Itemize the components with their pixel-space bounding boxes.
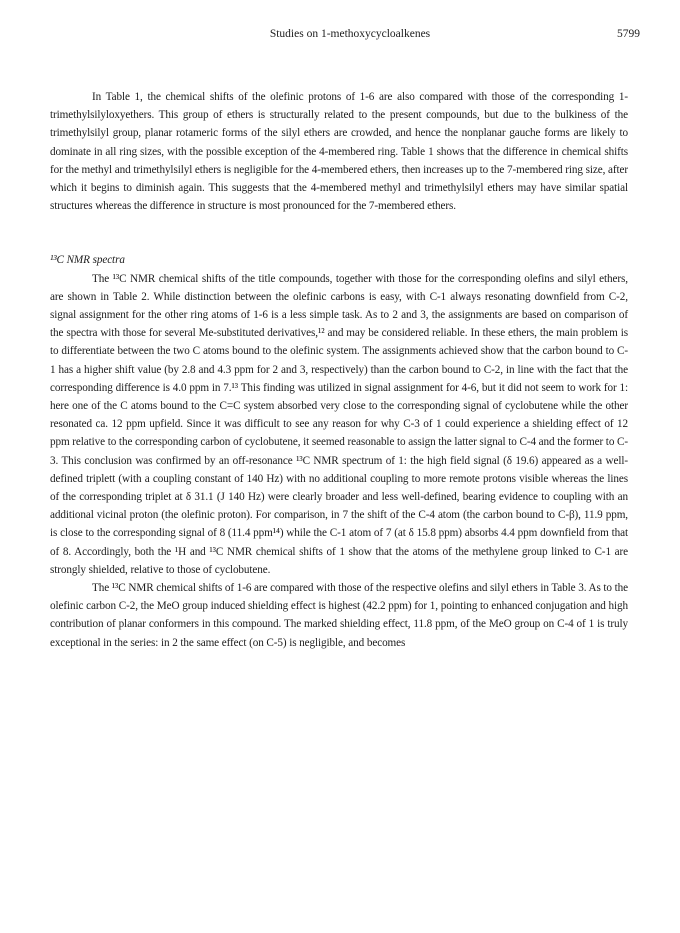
body-text <box>50 88 628 652</box>
section-spacer <box>50 215 628 251</box>
paragraph-13c-shifts: The ¹³C NMR chemical shifts of the title compounds, together with those for the corresponding olefins and silyl ethers, are shown in Table 2. While distinction between the olefinic carbons is easy, with C-1 always resonating downfield from C-2, signal assignment for the other ring atoms of 1-6 is a less simple task. As to 2 and 3, the assignments are based on comparison of the spectra with those for several Me-substituted derivatives,¹² and may be considered reliable. In these ethers, the main problem is to differentiate between the two C atoms bound to the olefinic system. The assignments achieved show that the carbon bound to C-1 has a higher shift value (by 2.8 and 4.3 ppm for 2 and 3, respectively) than the carbon bound to C-2, in line with the fact that the corresponding difference is 4.0 ppm in 7.¹³ This finding was utilized in signal assignment for 4-6, but it did not seem to work for 1: here one of the C atoms bound to the C=C system absorbed very close to the corresponding signal of cyclobutene while the other resonated ca. 12 ppm upfield. Since it was difficult to see any reason for why C-3 of 1 could experience a shielding effect of 12 ppm relative to the corresponding carbon of cyclobutene, it seemed reasonable to assign the latter signal to C-4 and the former to C-3. This conclusion was confirmed by an off-resonance ¹³C NMR spectrum of 1: the high field signal (δ 19.6) appeared as a well-defined triplett (with a coupling constant of 140 Hz) with no additional coupling to more remote protons visible whereas the lines of the corresponding triplet at δ 31.1 (J 140 Hz) were clearly broader and less well-defined, bearing evidence to coupling with an additional vicinal proton (the olefinic proton). For comparison, in 7 the shift of the C-4 atom (the carbon bound to C-β), 11.9 ppm, is close to the corresponding signal of 8 (11.4 ppm¹⁴) while the C-1 atom of 7 (at δ 15.8 ppm) absorbs 4.4 ppm downfield from that of 8. Accordingly, both the ¹H and ¹³C NMR chemical shifts of 1 show that the atoms of the methylene group linked to C-1 are strongly shielded, relative to those of cyclobutene. <box>50 272 628 576</box>
page-number: 5799 <box>617 28 640 40</box>
paragraph-olefinic-protons: In Table 1, the chemical shifts of the olefinic protons of 1-6 are also compared with those of the corresponding 1-trimethylsilyloxyethers. This group of ethers is structurally related to the present compounds, but due to the bulkiness of the trimethylsilyl group, planar rotameric forms of the silyl ethers are crowded, and hence the nonplanar gauche forms are likely to dominate in all ring sizes, with the possible exception of the 4-membered ring. Table 1 shows that the difference in chemical shifts for the methyl and trimethylsilyl ethers is negligible for the 4-membered ethers, then increases up to the 7-membered ring size, after which it begins to diminish again. This suggests that the 4-membered methyl and trimethylsilyl ethers may have similar spatial structures whereas the difference in structure is most pronounced for the 7-membered ethers. <box>50 91 628 213</box>
section-heading: ¹³C NMR spectra <box>50 254 125 267</box>
running-head <box>60 28 640 46</box>
running-title: Studies on 1-methoxycycloalkenes <box>269 28 431 40</box>
paragraph-meo-shielding: The ¹³C NMR chemical shifts of 1-6 are compared with those of the respective olefins and silyl ethers in Table 3. As to the olefinic carbon C-2, the MeO group induced shielding effect is highest (42.2 ppm) for 1, pointing to enhanced conjugation and high contribution of planar conformers in this compound. The marked shielding effect, 11.8 ppm, of the MeO group on C-4 of 1 is truly exceptional in the series: in 2 the same effect (on C-5) is negligible, and becomes <box>50 582 628 649</box>
